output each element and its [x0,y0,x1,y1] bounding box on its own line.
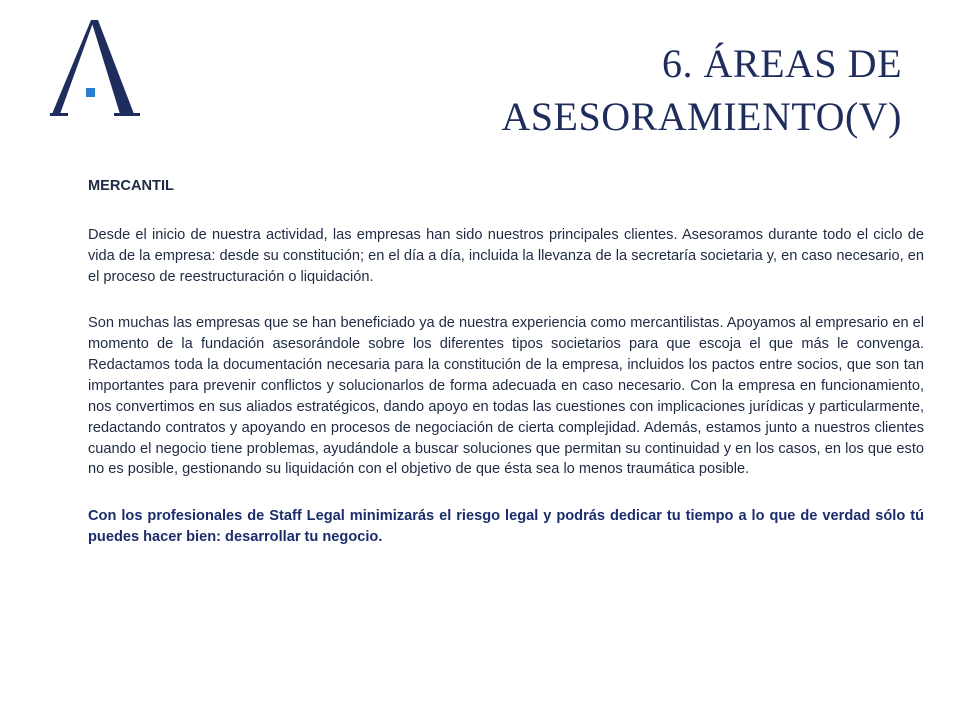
page-title [501,38,902,144]
letter-a-logo-icon [50,18,142,118]
closing-statement: Con los profesionales de Staff Legal minimizarás el riesgo legal y podrás dedicar tu tiempo a lo que de verdad sólo tú puedes hacer bien: desarrollar tu negocio. [88,508,924,546]
paragraph: Son muchas las empresas que se han beneficiado ya de nuestra experiencia como mercantilistas. Apoyamos al empresario en el momento de la fundación asesorándole sobre los diferentes tipos societarios para que escoja el que más le convenga. Redactamos toda la documentación necesaria para la constitución de la empresa, incluidos los pactos entre socios, que son tan importantes para prevenir conflictos y solucionarlos de forma adecuada en caso necesario. Con la empresa en funcionamiento, nos convertimos en sus aliados estratégicos, dando apoyo en todas las cuestiones con implicaciones jurídicas y particularmente, redactando contratos y apoyando en procesos de negociación de cierta complejidad. Además, estamos junto a nuestros clientes cuando el negocio tiene problemas, ayudándole a buscar soluciones que permitan su continuidad y en los casos, en los que esto no es posible, gestionando su liquidación con el objetivo de que ésta sea lo menos traumática posible. [88,315,924,478]
section-heading: MERCANTIL [88,178,174,194]
paragraph: Desde el inicio de nuestra actividad, las empresas han sido nuestros principales clientes. Asesoramos durante todo el ciclo de vida de la empresa: desde su constitución; en el día a día, incluida la llevanza de la secretaría societaria y, en caso necesario, en el proceso de reestructuración o liquidación. [88,226,924,285]
title-line-1: 6. ÁREAS DE [662,41,902,86]
title-line-2: ASESORAMIENTO(V) [501,93,902,139]
section-content [88,176,924,574]
